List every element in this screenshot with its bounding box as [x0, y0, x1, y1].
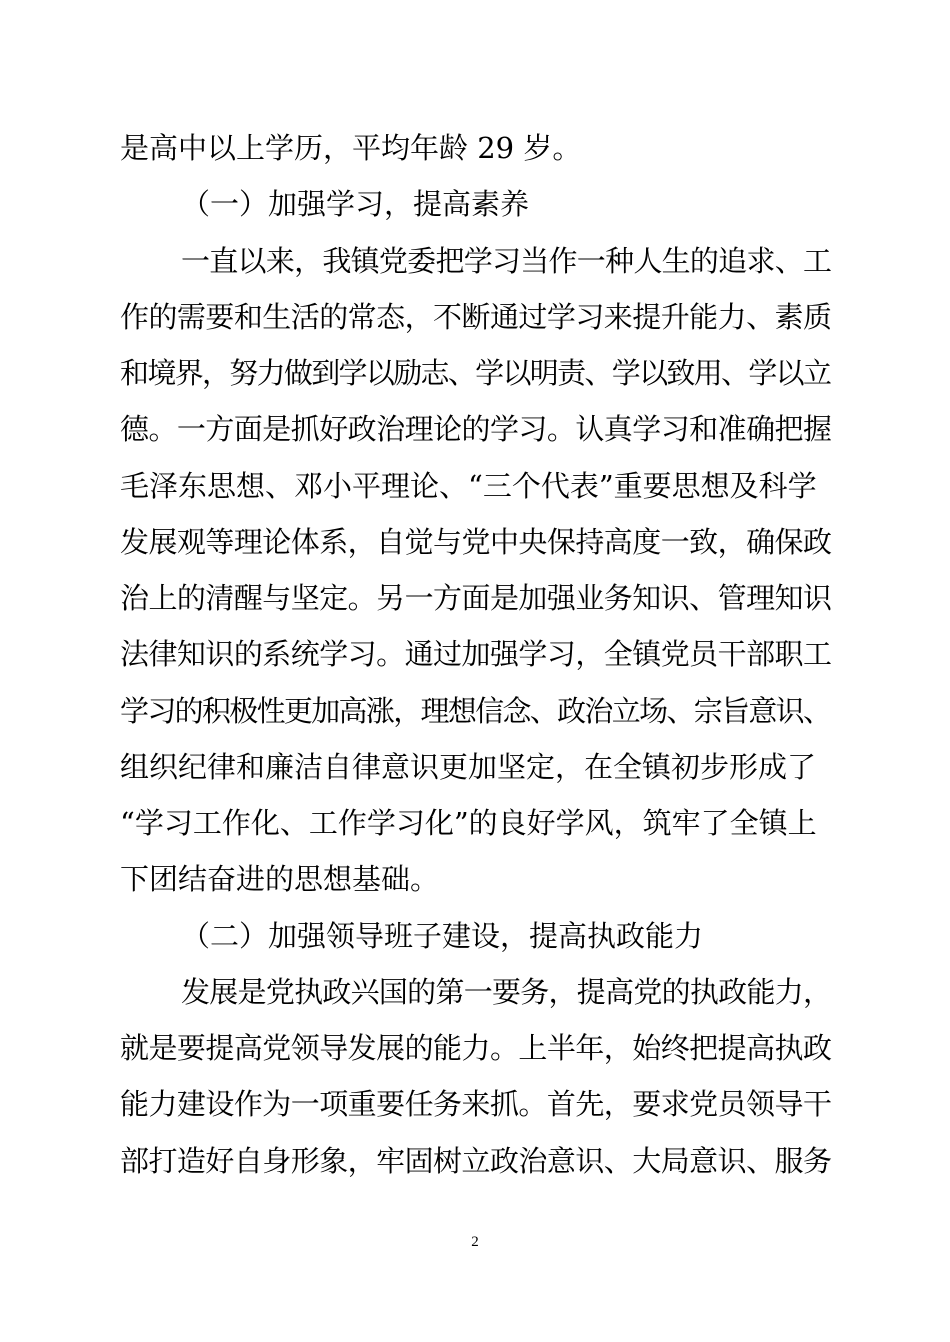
- body-line: 能力建设作为一项重要任务来抓。首先，要求党员领导干: [120, 1087, 832, 1121]
- page-number: 2: [471, 1234, 479, 1250]
- body-line: 法律知识的系统学习。通过加强学习，全镇党员干部职工: [120, 637, 832, 671]
- section-heading: （一）加强学习，提高素养: [181, 187, 530, 221]
- body-line: “学习工作化、工作学习化”的良好学风，筑牢了全镇上: [120, 806, 817, 840]
- body-line: 下团结奋进的思想基础。: [120, 862, 440, 896]
- body-line: 学习的积极性更加高涨，理想信念、政治立场、宗旨意识、: [120, 694, 831, 728]
- body-line: 一直以来，我镇党委把学习当作一种人生的追求、工: [181, 244, 832, 278]
- body-line: 组织纪律和廉洁自律意识更加坚定，在全镇初步形成了: [120, 750, 817, 784]
- body-line: 治上的清醒与坚定。另一方面是加强业务知识、管理知识: [120, 581, 832, 615]
- body-line: 和境界，努力做到学以励志、学以明责、学以致用、学以立: [120, 356, 831, 390]
- section-heading: （二）加强领导班子建设，提高执政能力: [181, 919, 704, 953]
- body-line: 发展观等理论体系，自觉与党中央保持高度一致，确保政: [120, 525, 832, 559]
- body-line: 是高中以上学历，平均年龄 29 岁。: [120, 131, 582, 165]
- body-line: 发展是党执政兴国的第一要务，提高党的执政能力，: [181, 975, 832, 1009]
- body-line: 就是要提高党领导发展的能力。上半年，始终把提高执政: [120, 1031, 832, 1065]
- body-line: 毛泽东思想、邓小平理论、“三个代表”重要思想及科学: [120, 469, 817, 503]
- body-line: 部打造好自身形象，牢固树立政治意识、大局意识、服务: [120, 1144, 832, 1178]
- body-line: 作的需要和生活的常态，不断通过学习来提升能力、素质: [120, 300, 832, 334]
- body-line: 德。一方面是抓好政治理论的学习。认真学习和准确把握: [120, 412, 832, 446]
